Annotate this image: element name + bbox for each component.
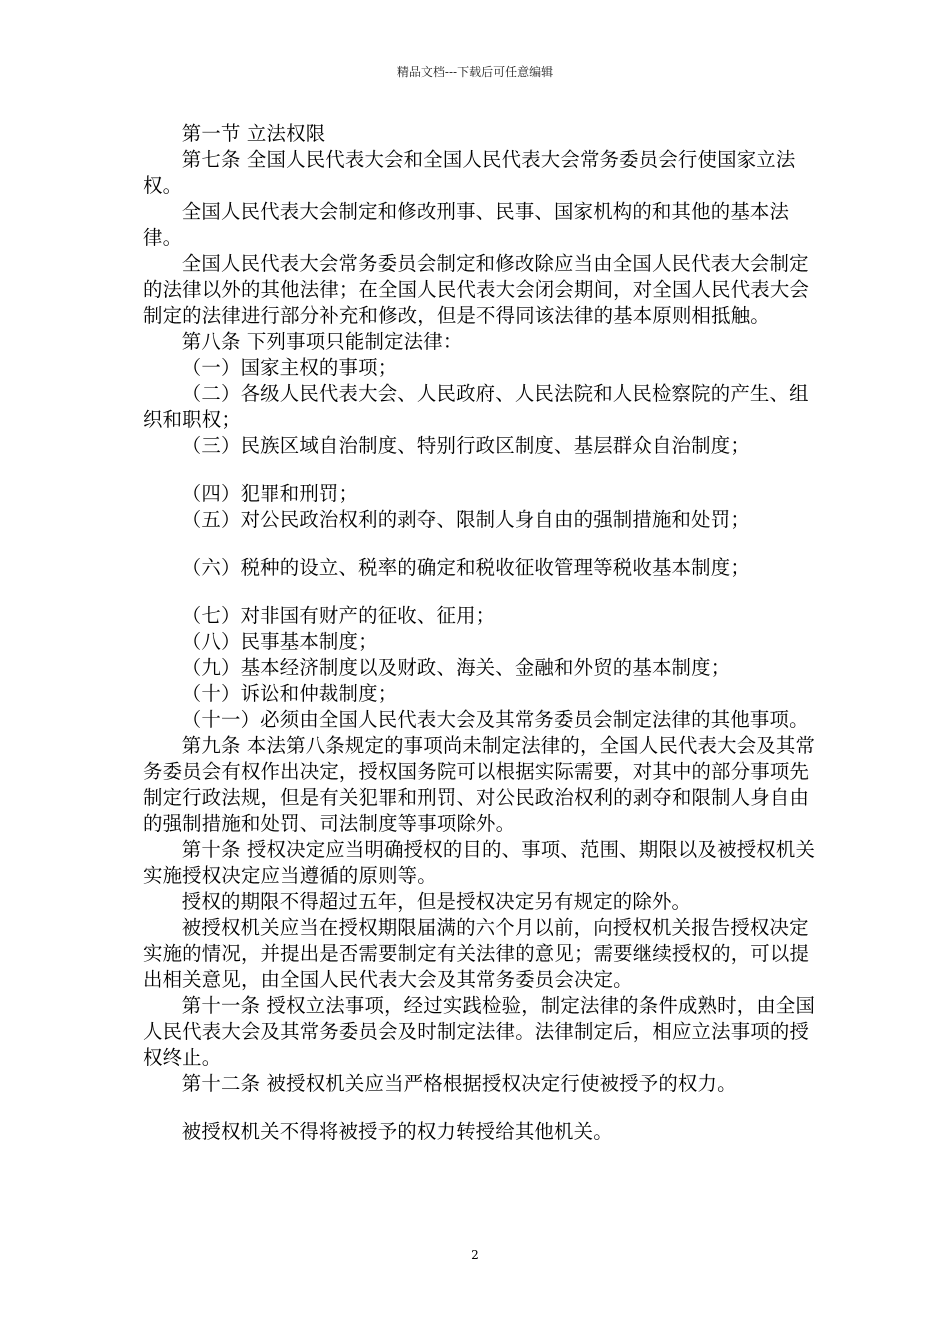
article-12: 第十二条 被授权机关应当严格根据授权决定行使被授予的权力。 bbox=[181, 1072, 737, 1095]
article-8-item-7: （七）对非国有财产的征收、征用； bbox=[181, 604, 496, 627]
article-8-item-8: （八）民事基本制度； bbox=[181, 630, 378, 653]
article-8: 第八条 下列事项只能制定法律： bbox=[181, 330, 463, 353]
article-8-item-5: （五）对公民政治权利的剥夺、限制人身自由的强制措施和处罚； bbox=[181, 508, 750, 531]
article-10: 第十条 授权决定应当明确授权的目的、事项、范围、期限以及被授权机关实施授权决定应当遵循的原则等。 bbox=[143, 838, 816, 887]
article-8-item-9: （九）基本经济制度以及财政、海关、金融和外贸的基本制度； bbox=[181, 656, 731, 679]
article-11: 第十一条 授权立法事项，经过实践检验，制定法律的条件成熟时，由全国人民代表大会及其常务委员会及时制定法律。法律制定后，相应立法事项的授权终止。 bbox=[143, 994, 816, 1069]
article-10-para-3: 被授权机关应当在授权期限届满的六个月以前，向授权机关报告授权决定实施的情况，并提出是否需要制定有关法律的意见；需要继续授权的，可以提出相关意见，由全国人民代表大会及其常务委员会决定。 bbox=[143, 916, 810, 991]
article-10-para-2: 授权的期限不得超过五年，但是授权决定另有规定的除外。 bbox=[181, 890, 692, 913]
article-7: 第七条 全国人民代表大会和全国人民代表大会常务委员会行使国家立法权。 bbox=[143, 148, 796, 197]
article-8-item-11: （十一）必须由全国人民代表大会及其常务委员会制定法律的其他事项。 bbox=[181, 708, 809, 731]
section-heading: 第一节 立法权限 bbox=[181, 122, 326, 145]
document-body bbox=[143, 121, 823, 1145]
article-8-item-10: （十）诉讼和仲裁制度； bbox=[181, 682, 398, 705]
article-8-item-4: （四）犯罪和刑罚； bbox=[181, 482, 359, 505]
article-9: 第九条 本法第八条规定的事项尚未制定法律的，全国人民代表大会及其常务委员会有权作出决定，授权国务院可以根据实际需要，对其中的部分事项先制定行政法规，但是有关犯罪和刑罚、对公民政治权利的剥夺和限制人身自由的强制措施和处罚、司法制度等事项除外。 bbox=[143, 734, 816, 835]
article-8-item-6: （六）税种的设立、税率的确定和税收征收管理等税收基本制度； bbox=[181, 556, 750, 579]
page-number: 2 bbox=[471, 1248, 479, 1262]
article-8-item-1: （一）国家主权的事项； bbox=[181, 356, 398, 379]
article-8-item-3: （三）民族区域自治制度、特别行政区制度、基层群众自治制度； bbox=[181, 434, 750, 457]
article-7-para-3: 全国人民代表大会常务委员会制定和修改除应当由全国人民代表大会制定的法律以外的其他法律；在全国人民代表大会闭会期间，对全国人民代表大会制定的法律进行部分补充和修改，但是不得同该法律的基本原则相抵触。 bbox=[143, 252, 810, 327]
page-header: 精品文档---下载后可任意编辑 bbox=[396, 65, 554, 79]
article-8-item-2: （二）各级人民代表大会、人民政府、人民法院和人民检察院的产生、组织和职权； bbox=[143, 382, 809, 431]
article-12-para-2: 被授权机关不得将被授予的权力转授给其他机关。 bbox=[181, 1120, 613, 1143]
article-7-para-2: 全国人民代表大会制定和修改刑事、民事、国家机构的和其他的基本法律。 bbox=[143, 200, 790, 249]
